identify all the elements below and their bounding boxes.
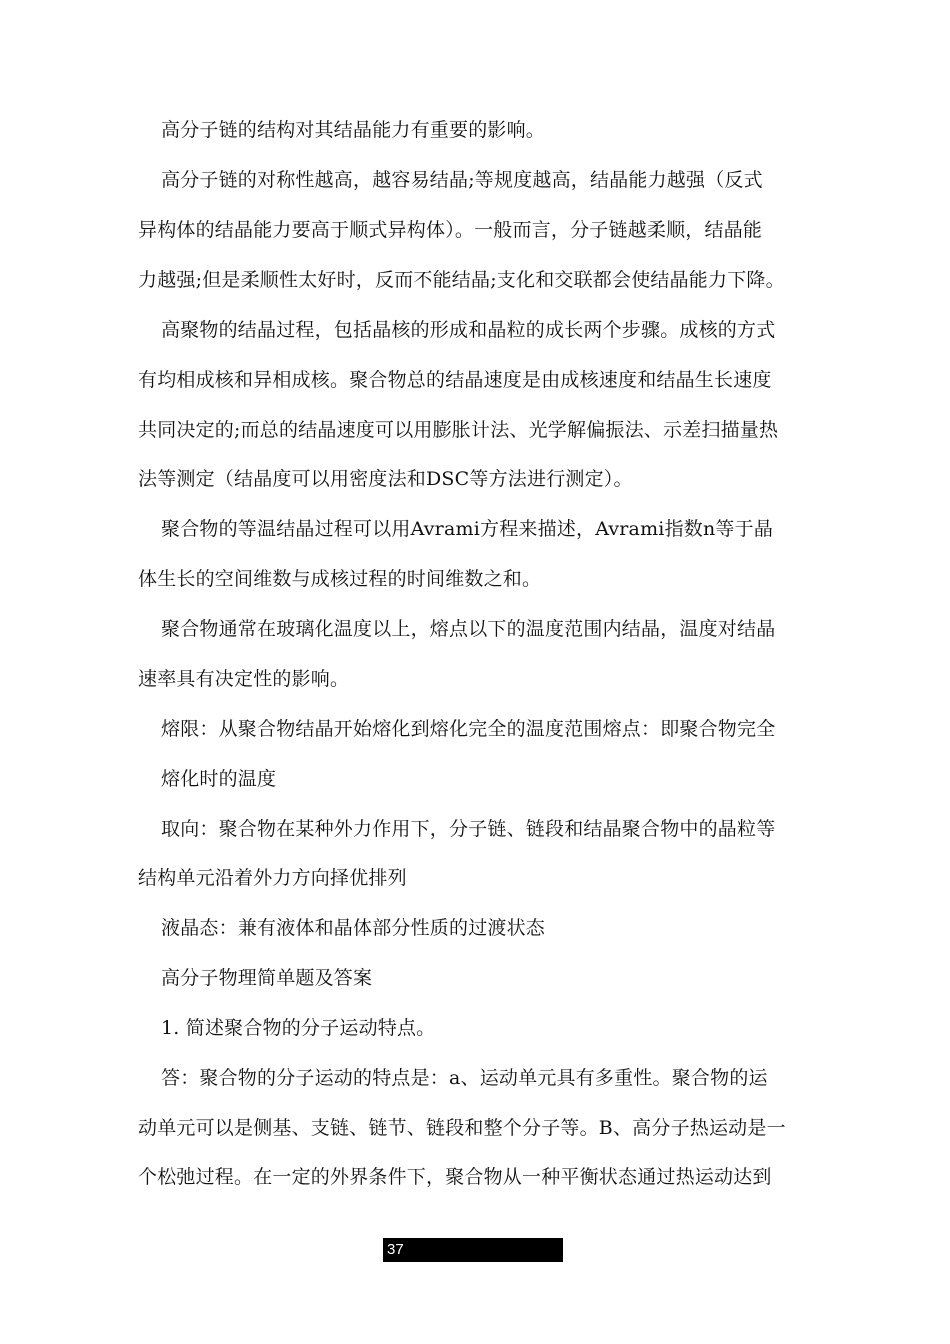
text-line: 结构单元沿着外力方向择优排列	[138, 867, 407, 889]
text-line: 高分子链的结构对其结晶能力有重要的影响。	[161, 119, 546, 141]
text-line: 个松弛过程。在一定的外界条件下，聚合物从一种平衡状态通过热运动达到	[138, 1166, 772, 1188]
text-line: 高聚物的结晶过程，包括晶核的形成和晶粒的成长两个步骤。成核的方式	[161, 319, 776, 341]
text-line: 体生长的空间维数与成核过程的时间维数之和。	[138, 568, 542, 590]
text-line: 1. 简述聚合物的分子运动特点。	[161, 1017, 436, 1039]
text-line: 熔限：从聚合物结晶开始熔化到熔化完全的温度范围熔点：即聚合物完全	[161, 718, 776, 740]
text-line: 有均相成核和异相成核。聚合物总的结晶速度是由成核速度和结晶生长速度	[138, 369, 772, 391]
text-line: 异构体的结晶能力要高于顺式异构体）。一般而言，分子链越柔顺，结晶能	[138, 219, 763, 241]
text-line: 聚合物的等温结晶过程可以用Avrami方程来描述，Avrami指数n等于晶	[161, 518, 774, 540]
page-number: 37	[383, 1238, 563, 1262]
text-line: 法等测定（结晶度可以用密度法和DSC等方法进行测定）。	[138, 468, 633, 490]
text-line: 取向：聚合物在某种外力作用下，分子链、链段和结晶聚合物中的晶粒等	[161, 818, 776, 840]
text-line: 速率具有决定性的影响。	[138, 668, 350, 690]
text-line: 答：聚合物的分子运动的特点是：a、运动单元具有多重性。聚合物的运	[161, 1067, 768, 1089]
text-line: 高分子物理简单题及答案	[161, 967, 373, 989]
text-line: 动单元可以是侧基、支链、链节、链段和整个分子等。B、高分子热运动是一	[138, 1117, 786, 1139]
text-line: 熔化时的温度	[161, 768, 277, 790]
text-line: 液晶态：兼有液体和晶体部分性质的过渡状态	[161, 917, 546, 939]
text-line: 聚合物通常在玻璃化温度以上，熔点以下的温度范围内结晶，温度对结晶	[161, 618, 776, 640]
text-line: 高分子链的对称性越高，越容易结晶;等规度越高，结晶能力越强（反式	[161, 169, 763, 191]
text-line: 力越强;但是柔顺性太好时，反而不能结晶;支化和交联都会使结晶能力下降。	[138, 269, 785, 291]
text-line: 共同决定的;而总的结晶速度可以用膨胀计法、光学解偏振法、示差扫描量热	[138, 419, 779, 441]
